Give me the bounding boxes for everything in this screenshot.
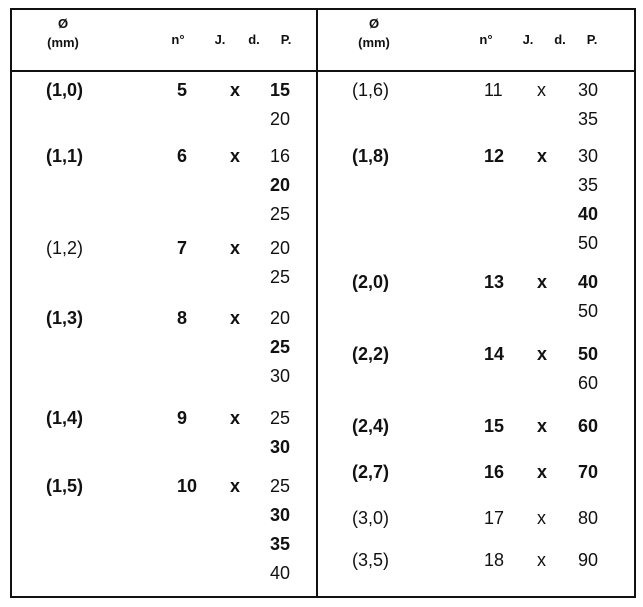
p-value-cell: 50 [578, 301, 599, 321]
p-value-cell: 25 [270, 267, 291, 287]
j-mark-cell: x [537, 508, 546, 528]
diameter-cell: (1,2) [46, 238, 84, 258]
diameter-cell: (2,0) [352, 272, 390, 292]
p-value-cell: 30 [578, 146, 599, 166]
p-value-cell: 25 [270, 337, 291, 357]
p-value-cell: 60 [578, 416, 599, 436]
diameter-cell: (1,0) [46, 80, 84, 100]
number-cell: 12 [484, 146, 505, 166]
j-mark-cell: x [230, 408, 241, 428]
p-value-cell: 35 [578, 175, 599, 195]
number-cell: 9 [177, 408, 188, 428]
p-value-cell: 40 [578, 204, 599, 224]
number-cell: 16 [484, 462, 505, 482]
number-cell: 11 [484, 80, 503, 100]
header-diameter-unit: (mm) [47, 35, 79, 50]
diameter-cell: (2,4) [352, 416, 390, 436]
j-mark-cell: x [537, 550, 546, 570]
header-d: d. [248, 32, 260, 47]
p-value-cell: 60 [578, 373, 599, 393]
size-table [10, 8, 636, 598]
header-j: J. [522, 32, 534, 47]
p-value-cell: 90 [578, 550, 599, 570]
p-value-cell: 50 [578, 344, 599, 364]
header-divider [12, 70, 634, 72]
p-value-cell: 30 [270, 505, 291, 525]
p-value-cell: 35 [270, 534, 291, 554]
number-cell: 14 [484, 344, 505, 364]
j-mark-cell: x [537, 416, 548, 436]
header-p: P. [586, 32, 598, 47]
header-p: P. [280, 32, 292, 47]
p-value-cell: 20 [270, 109, 291, 129]
number-cell: 8 [177, 308, 188, 328]
number-cell: 17 [484, 508, 505, 528]
number-cell: 7 [177, 238, 188, 258]
diameter-cell: (3,5) [352, 550, 390, 570]
p-value-cell: 20 [270, 175, 291, 195]
number-cell: 13 [484, 272, 505, 292]
diameter-cell: (2,2) [352, 344, 390, 364]
number-cell: 15 [484, 416, 505, 436]
p-value-cell: 30 [270, 366, 291, 386]
header-number: n° [479, 32, 493, 47]
j-mark-cell: x [230, 146, 241, 166]
j-mark-cell: x [230, 308, 241, 328]
number-cell: 5 [177, 80, 188, 100]
diameter-cell: (1,6) [352, 80, 390, 100]
diameter-cell: (1,5) [46, 476, 84, 496]
p-value-cell: 25 [270, 476, 291, 496]
column-divider [316, 10, 318, 596]
p-value-cell: 80 [578, 508, 599, 528]
j-mark-cell: x [537, 80, 546, 100]
diameter-cell: (1,3) [46, 308, 84, 328]
diameter-cell: (1,4) [46, 408, 84, 428]
header-diameter-symbol: Ø [57, 16, 69, 31]
diameter-cell: (1,1) [46, 146, 84, 166]
j-mark-cell: x [230, 476, 241, 496]
p-value-cell: 30 [578, 80, 599, 100]
p-value-cell: 30 [270, 437, 291, 457]
j-mark-cell: x [537, 344, 548, 364]
p-value-cell: 40 [578, 272, 599, 292]
p-value-cell: 16 [270, 146, 291, 166]
p-value-cell: 35 [578, 109, 599, 129]
number-cell: 18 [484, 550, 505, 570]
j-mark-cell: x [537, 462, 548, 482]
p-value-cell: 25 [270, 408, 291, 428]
j-mark-cell: x [230, 238, 241, 258]
p-value-cell: 20 [270, 308, 291, 328]
p-value-cell: 25 [270, 204, 291, 224]
p-value-cell: 15 [270, 80, 291, 100]
diameter-cell: (3,0) [352, 508, 390, 528]
header-d: d. [554, 32, 566, 47]
j-mark-cell: x [537, 146, 548, 166]
j-mark-cell: x [230, 80, 241, 100]
diameter-cell: (2,7) [352, 462, 390, 482]
header-number: n° [171, 32, 185, 47]
j-mark-cell: x [537, 272, 548, 292]
number-cell: 10 [177, 476, 198, 496]
header-diameter-symbol: Ø [368, 16, 380, 31]
header-j: J. [214, 32, 226, 47]
diameter-cell: (1,8) [352, 146, 390, 166]
p-value-cell: 20 [270, 238, 291, 258]
p-value-cell: 40 [270, 563, 291, 583]
header-diameter-unit: (mm) [358, 35, 390, 50]
p-value-cell: 50 [578, 233, 599, 253]
number-cell: 6 [177, 146, 188, 166]
p-value-cell: 70 [578, 462, 599, 482]
